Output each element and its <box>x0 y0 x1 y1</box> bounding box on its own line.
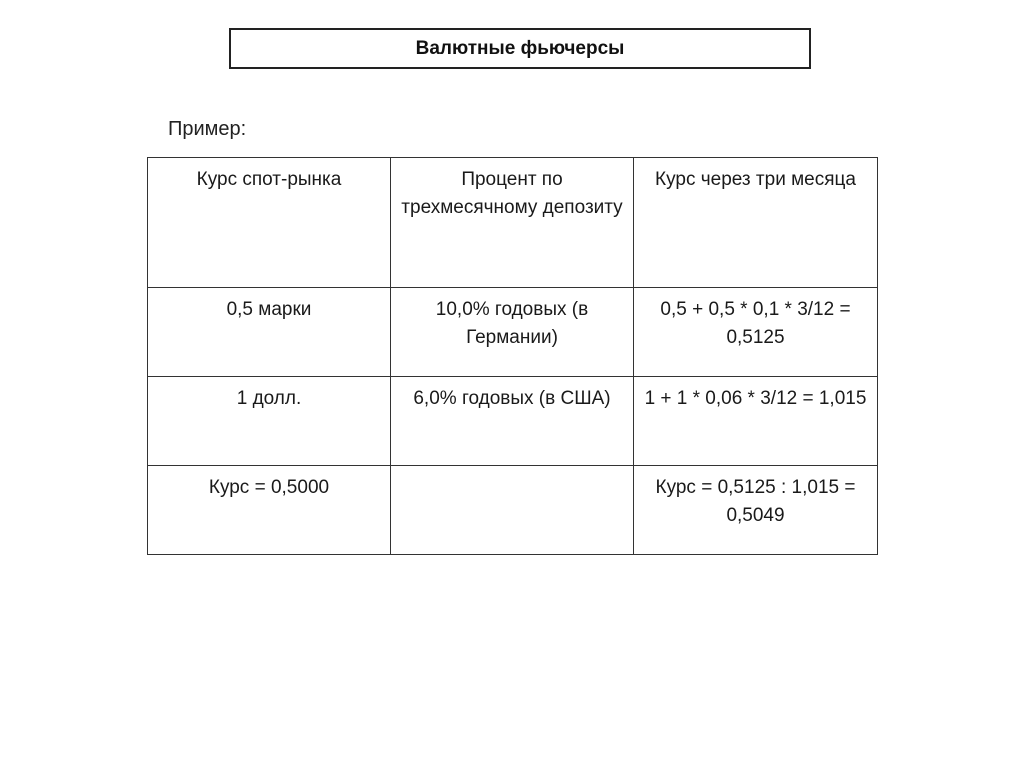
table-row <box>148 288 878 377</box>
header-spot-rate: Курс спот-рынка <box>148 158 391 288</box>
table-row <box>148 377 878 466</box>
table-cell: 0,5 марки <box>148 288 391 377</box>
header-rate-in-three-months: Курс через три месяца <box>634 158 878 288</box>
futures-example-table <box>147 157 878 555</box>
table-cell: 1 долл. <box>148 377 391 466</box>
header-deposit-rate: Процент по трехмесячному депозиту <box>391 158 634 288</box>
table-cell <box>391 466 634 555</box>
table-cell: 10,0% годовых (в Германии) <box>391 288 634 377</box>
table-cell: 1 + 1 * 0,06 * 3/12 = 1,015 <box>634 377 878 466</box>
table-cell: Курс = 0,5125 : 1,015 = 0,5049 <box>634 466 878 555</box>
table-cell: 6,0% годовых (в США) <box>391 377 634 466</box>
table-row <box>148 466 878 555</box>
example-label: Пример: <box>168 118 247 140</box>
table-cell: Курс = 0,5000 <box>148 466 391 555</box>
table-header-row <box>148 158 878 288</box>
slide-title <box>229 28 811 69</box>
table-cell: 0,5 + 0,5 * 0,1 * 3/12 = 0,5125 <box>634 288 878 377</box>
slide-title-text: Валютные фьючерсы <box>415 37 625 59</box>
